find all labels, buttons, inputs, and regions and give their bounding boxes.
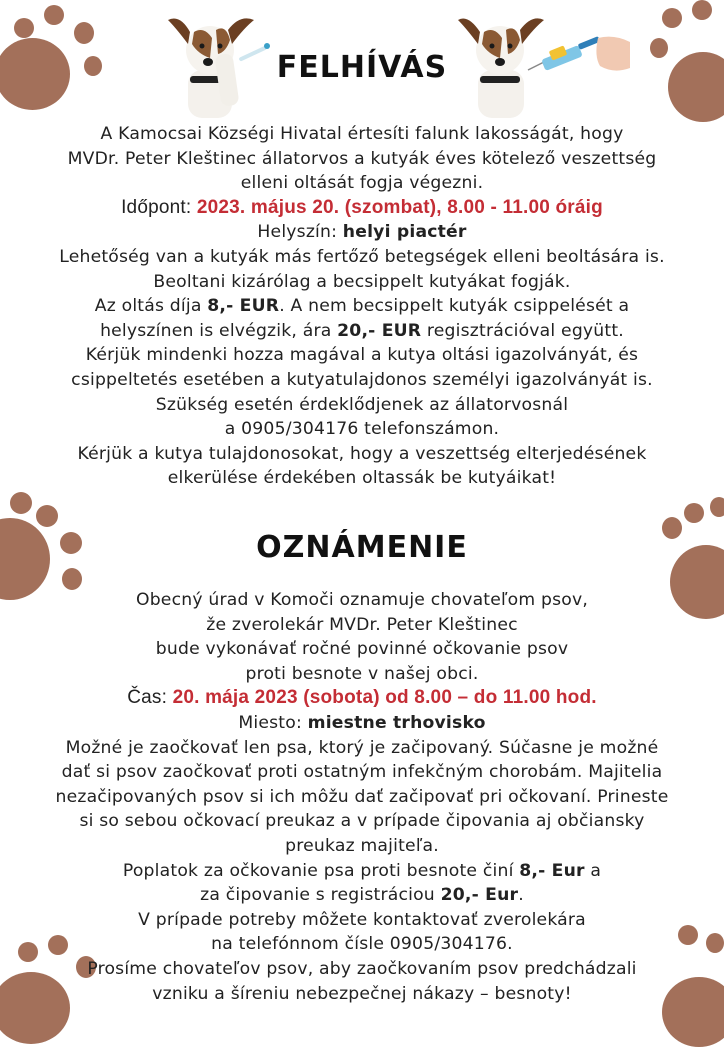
- fee-pre: Poplatok za očkovanie psa proti besnote činí: [122, 860, 520, 881]
- chip-post: .: [518, 885, 524, 906]
- oznamenie-line: že zverolekár MVDr. Peter Kleštinec: [206, 614, 518, 635]
- oznamenie-line: Obecný úrad v Komoči oznamuje chovateľom psov,: [135, 590, 589, 610]
- felhivas-date: [0, 196, 724, 221]
- felhivas-line: A Kamocsai Községi Hivatal értesíti falunk lakosságát, hogy: [100, 124, 624, 144]
- oznamenie-time: [0, 686, 724, 711]
- oznamenie-line: nezačipovaných psov si ich môžu dať začipovať pri očkovaní. Prineste: [55, 786, 669, 807]
- felhivas-chip: [0, 319, 724, 344]
- place-label: Helyszín:: [257, 222, 343, 243]
- felhivas-line: Beoltani kizárólag a becsippelt kutyákat fogják.: [153, 271, 571, 292]
- felhivas-line: csippeltetés esetében a kutyatulajdonos személyi igazolványát is.: [71, 369, 653, 390]
- oznamenie-line: Prosíme chovateľov psov, aby zaočkovaním psov predchádzali: [87, 958, 637, 979]
- date-value: 2023. május 20. (szombat), 8.00 - 11.00 óráig: [196, 196, 603, 218]
- oznamenie-line: na telefónnom čísle 0905/304176.: [211, 934, 513, 955]
- oznamenie-line: Možné je zaočkovať len psa, ktorý je začipovaný. Súčasne je možné: [65, 737, 659, 758]
- fee-value: 8,- Eur: [519, 860, 585, 881]
- oznamenie-fee: [0, 859, 724, 884]
- felhivas-place: [0, 220, 724, 245]
- felhivas-line: Kérjük mindenki hozza magával a kutya oltási igazolványát, és: [85, 345, 639, 366]
- oznamenie-place: [0, 711, 724, 736]
- oznamenie-line: preukaz majiteľa.: [285, 835, 439, 856]
- oznamenie-line: vzniku a šíreniu nebezpečnej nákazy – besnoty!: [152, 983, 572, 1004]
- felhivas-body: [0, 122, 724, 491]
- felhivas-title: FELHÍVÁS: [276, 50, 448, 85]
- oznamenie-line: dať si psov zaočkovať proti ostatným infekčným chorobám. Majitelia: [61, 762, 663, 783]
- felhivas-line: a 0905/304176 telefonszámon.: [224, 419, 500, 440]
- felhivas-line: elkerülése érdekében oltassák be kutyáikat!: [167, 468, 557, 489]
- felhivas-line: Kérjük a kutya tulajdonosokat, hogy a veszettség elterjedésének: [77, 443, 647, 464]
- place-label: Miesto:: [238, 712, 308, 733]
- oznamenie-line: si so sebou očkovací preukaz a v prípade čipovania aj občiansky: [79, 811, 645, 832]
- felhivas-line: elleni oltását fogja végezni.: [240, 173, 484, 194]
- oznamenie-body: [0, 588, 724, 1006]
- fee-value: 8,- EUR: [207, 296, 280, 317]
- place-value: miestne trhovisko: [307, 712, 486, 733]
- oznamenie-line: proti besnote v našej obci.: [245, 663, 479, 684]
- felhivas-line: Szükség esetén érdeklődjenek az állatorvosnál: [155, 394, 569, 415]
- chip-value: 20,- EUR: [337, 320, 422, 341]
- chip-value: 20,- Eur: [440, 885, 519, 906]
- time-label: Čas:: [127, 687, 173, 709]
- date-label: Időpont:: [121, 196, 197, 218]
- oznamenie-chip: [0, 883, 724, 908]
- felhivas-line: MVDr. Peter Kleštinec állatorvos a kutyák éves kötelező veszettség: [67, 148, 657, 169]
- felhivas-line: Lehetőség van a kutyák más fertőző betegségek elleni beoltására is.: [59, 246, 665, 267]
- oznamenie-line: V prípade potreby môžete kontaktovať zverolekára: [138, 909, 586, 930]
- fee-pre: Az oltás díja: [94, 296, 208, 317]
- oznamenie-title: OZNÁMENIE: [256, 530, 468, 565]
- felhivas-fee: [0, 294, 724, 319]
- chip-pre: za čipovanie s registráciou: [200, 885, 441, 906]
- chip-post: regisztrációval együtt.: [421, 320, 624, 341]
- fee-post: . A nem becsippelt kutyák csippelését a: [279, 296, 630, 317]
- time-value: 20. mája 2023 (sobota) od 8.00 – do 11.00 hod.: [172, 687, 597, 709]
- place-value: helyi piactér: [342, 222, 467, 243]
- chip-pre: helyszínen is elvégzik, ára: [100, 320, 338, 341]
- fee-post: a: [584, 860, 602, 881]
- oznamenie-line: bude vykonávať ročné povinné očkovanie psov: [155, 639, 569, 660]
